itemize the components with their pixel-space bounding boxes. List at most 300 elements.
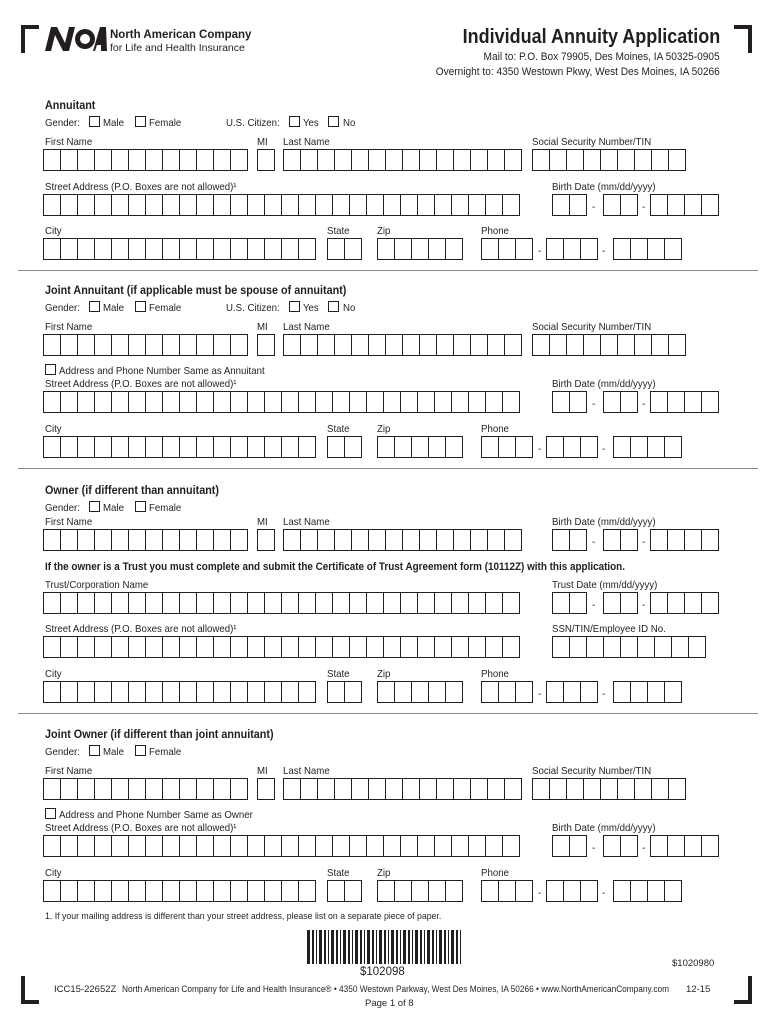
char-box[interactable] xyxy=(112,149,129,171)
char-box[interactable] xyxy=(486,636,503,658)
char-box[interactable] xyxy=(95,238,112,260)
char-box[interactable] xyxy=(618,778,635,800)
char-box[interactable] xyxy=(702,835,719,857)
char-box[interactable] xyxy=(146,880,163,902)
char-box[interactable] xyxy=(603,835,621,857)
mi-boxes[interactable] xyxy=(257,149,275,171)
char-box[interactable] xyxy=(282,238,299,260)
phone-line-boxes[interactable] xyxy=(613,436,682,458)
char-box[interactable] xyxy=(197,778,214,800)
char-box[interactable] xyxy=(650,391,668,413)
char-box[interactable] xyxy=(570,194,587,216)
char-box[interactable] xyxy=(386,778,403,800)
char-box[interactable] xyxy=(231,391,248,413)
char-box[interactable] xyxy=(452,835,469,857)
char-box[interactable] xyxy=(603,592,621,614)
char-box[interactable] xyxy=(377,436,395,458)
char-box[interactable] xyxy=(546,238,564,260)
char-box[interactable] xyxy=(197,529,214,551)
char-box[interactable] xyxy=(418,391,435,413)
char-box[interactable] xyxy=(78,391,95,413)
char-box[interactable] xyxy=(570,592,587,614)
char-box[interactable] xyxy=(318,778,335,800)
char-box[interactable] xyxy=(621,835,638,857)
phone-prefix-boxes[interactable] xyxy=(546,238,598,260)
char-box[interactable] xyxy=(367,835,384,857)
char-box[interactable] xyxy=(248,194,265,216)
char-box[interactable] xyxy=(403,149,420,171)
char-box[interactable] xyxy=(386,149,403,171)
male-checkbox[interactable] xyxy=(89,501,100,512)
char-box[interactable] xyxy=(43,778,61,800)
mi-boxes[interactable] xyxy=(257,529,275,551)
char-box[interactable] xyxy=(532,778,550,800)
citizen-yes-checkbox[interactable] xyxy=(289,301,300,312)
char-box[interactable] xyxy=(257,529,275,551)
char-box[interactable] xyxy=(546,880,564,902)
char-box[interactable] xyxy=(412,238,429,260)
char-box[interactable] xyxy=(367,391,384,413)
char-box[interactable] xyxy=(601,778,618,800)
char-box[interactable] xyxy=(429,436,446,458)
char-box[interactable] xyxy=(471,529,488,551)
char-box[interactable] xyxy=(95,149,112,171)
citizen-no-checkbox[interactable] xyxy=(328,301,339,312)
char-box[interactable] xyxy=(112,194,129,216)
char-box[interactable] xyxy=(669,778,686,800)
char-box[interactable] xyxy=(435,835,452,857)
char-box[interactable] xyxy=(43,592,61,614)
char-box[interactable] xyxy=(621,592,638,614)
char-box[interactable] xyxy=(384,194,401,216)
char-box[interactable] xyxy=(652,334,669,356)
char-box[interactable] xyxy=(197,391,214,413)
phone-prefix-boxes[interactable] xyxy=(546,681,598,703)
char-box[interactable] xyxy=(685,592,702,614)
char-box[interactable] xyxy=(282,880,299,902)
first-name-boxes[interactable] xyxy=(43,778,248,800)
same-as-owner-checkbox[interactable] xyxy=(45,808,56,819)
char-box[interactable] xyxy=(437,149,454,171)
phone-area-boxes[interactable] xyxy=(481,238,533,260)
char-box[interactable] xyxy=(316,194,333,216)
char-box[interactable] xyxy=(655,636,672,658)
char-box[interactable] xyxy=(129,238,146,260)
city-boxes[interactable] xyxy=(43,681,316,703)
char-box[interactable] xyxy=(61,681,78,703)
char-box[interactable] xyxy=(516,436,533,458)
char-box[interactable] xyxy=(112,880,129,902)
char-box[interactable] xyxy=(631,436,648,458)
char-box[interactable] xyxy=(95,778,112,800)
char-box[interactable] xyxy=(265,681,282,703)
char-box[interactable] xyxy=(587,636,604,658)
char-box[interactable] xyxy=(214,149,231,171)
char-box[interactable] xyxy=(146,194,163,216)
birth-day-boxes[interactable] xyxy=(603,529,638,551)
char-box[interactable] xyxy=(352,334,369,356)
char-box[interactable] xyxy=(665,880,682,902)
char-box[interactable] xyxy=(146,681,163,703)
char-box[interactable] xyxy=(564,880,581,902)
char-box[interactable] xyxy=(418,835,435,857)
char-box[interactable] xyxy=(129,391,146,413)
char-box[interactable] xyxy=(401,835,418,857)
char-box[interactable] xyxy=(350,592,367,614)
last-name-boxes[interactable] xyxy=(283,529,522,551)
char-box[interactable] xyxy=(163,592,180,614)
char-box[interactable] xyxy=(499,681,516,703)
char-box[interactable] xyxy=(603,529,621,551)
char-box[interactable] xyxy=(43,391,61,413)
char-box[interactable] xyxy=(564,238,581,260)
char-box[interactable] xyxy=(567,334,584,356)
char-box[interactable] xyxy=(197,880,214,902)
char-box[interactable] xyxy=(702,529,719,551)
char-box[interactable] xyxy=(248,436,265,458)
zip-boxes[interactable] xyxy=(377,880,463,902)
phone-line-boxes[interactable] xyxy=(613,880,682,902)
char-box[interactable] xyxy=(112,681,129,703)
char-box[interactable] xyxy=(214,194,231,216)
char-box[interactable] xyxy=(384,835,401,857)
trust-day-boxes[interactable] xyxy=(603,592,638,614)
char-box[interactable] xyxy=(316,636,333,658)
char-box[interactable] xyxy=(95,391,112,413)
char-box[interactable] xyxy=(503,636,520,658)
char-box[interactable] xyxy=(499,436,516,458)
city-boxes[interactable] xyxy=(43,238,316,260)
char-box[interactable] xyxy=(214,636,231,658)
char-box[interactable] xyxy=(668,835,685,857)
char-box[interactable] xyxy=(403,529,420,551)
mi-boxes[interactable] xyxy=(257,334,275,356)
char-box[interactable] xyxy=(146,529,163,551)
char-box[interactable] xyxy=(282,681,299,703)
char-box[interactable] xyxy=(437,529,454,551)
char-box[interactable] xyxy=(552,835,570,857)
char-box[interactable] xyxy=(43,436,61,458)
char-box[interactable] xyxy=(584,778,601,800)
char-box[interactable] xyxy=(335,149,352,171)
char-box[interactable] xyxy=(180,194,197,216)
char-box[interactable] xyxy=(129,436,146,458)
ssn-boxes[interactable] xyxy=(532,149,686,171)
char-box[interactable] xyxy=(163,334,180,356)
last-name-boxes[interactable] xyxy=(283,778,522,800)
char-box[interactable] xyxy=(78,529,95,551)
char-box[interactable] xyxy=(650,194,668,216)
char-box[interactable] xyxy=(282,835,299,857)
mi-boxes[interactable] xyxy=(257,778,275,800)
city-boxes[interactable] xyxy=(43,880,316,902)
char-box[interactable] xyxy=(231,436,248,458)
phone-prefix-boxes[interactable] xyxy=(546,880,598,902)
char-box[interactable] xyxy=(180,636,197,658)
char-box[interactable] xyxy=(95,835,112,857)
char-box[interactable] xyxy=(180,391,197,413)
char-box[interactable] xyxy=(685,194,702,216)
char-box[interactable] xyxy=(635,334,652,356)
char-box[interactable] xyxy=(316,391,333,413)
char-box[interactable] xyxy=(603,391,621,413)
char-box[interactable] xyxy=(552,636,570,658)
char-box[interactable] xyxy=(146,391,163,413)
char-box[interactable] xyxy=(146,149,163,171)
char-box[interactable] xyxy=(214,592,231,614)
state-boxes[interactable] xyxy=(327,436,362,458)
char-box[interactable] xyxy=(180,149,197,171)
char-box[interactable] xyxy=(163,778,180,800)
char-box[interactable] xyxy=(112,436,129,458)
char-box[interactable] xyxy=(384,592,401,614)
char-box[interactable] xyxy=(299,436,316,458)
char-box[interactable] xyxy=(345,436,362,458)
char-box[interactable] xyxy=(418,636,435,658)
char-box[interactable] xyxy=(481,238,499,260)
char-box[interactable] xyxy=(648,681,665,703)
char-box[interactable] xyxy=(581,681,598,703)
char-box[interactable] xyxy=(197,681,214,703)
char-box[interactable] xyxy=(146,636,163,658)
char-box[interactable] xyxy=(231,529,248,551)
char-box[interactable] xyxy=(257,778,275,800)
last-name-boxes[interactable] xyxy=(283,149,522,171)
char-box[interactable] xyxy=(503,835,520,857)
char-box[interactable] xyxy=(327,681,345,703)
char-box[interactable] xyxy=(412,681,429,703)
char-box[interactable] xyxy=(61,238,78,260)
char-box[interactable] xyxy=(248,592,265,614)
char-box[interactable] xyxy=(335,529,352,551)
char-box[interactable] xyxy=(638,636,655,658)
char-box[interactable] xyxy=(129,681,146,703)
char-box[interactable] xyxy=(471,778,488,800)
char-box[interactable] xyxy=(180,835,197,857)
char-box[interactable] xyxy=(446,436,463,458)
char-box[interactable] xyxy=(180,880,197,902)
state-boxes[interactable] xyxy=(327,880,362,902)
char-box[interactable] xyxy=(282,391,299,413)
char-box[interactable] xyxy=(61,778,78,800)
char-box[interactable] xyxy=(112,529,129,551)
char-box[interactable] xyxy=(613,880,631,902)
char-box[interactable] xyxy=(231,778,248,800)
char-box[interactable] xyxy=(112,636,129,658)
char-box[interactable] xyxy=(550,149,567,171)
char-box[interactable] xyxy=(43,681,61,703)
char-box[interactable] xyxy=(516,238,533,260)
char-box[interactable] xyxy=(552,194,570,216)
char-box[interactable] xyxy=(401,391,418,413)
char-box[interactable] xyxy=(685,391,702,413)
char-box[interactable] xyxy=(668,391,685,413)
char-box[interactable] xyxy=(163,681,180,703)
street-address-boxes[interactable] xyxy=(43,835,520,857)
char-box[interactable] xyxy=(581,436,598,458)
char-box[interactable] xyxy=(652,149,669,171)
char-box[interactable] xyxy=(369,334,386,356)
char-box[interactable] xyxy=(146,238,163,260)
female-checkbox[interactable] xyxy=(135,745,146,756)
char-box[interactable] xyxy=(197,334,214,356)
char-box[interactable] xyxy=(214,391,231,413)
char-box[interactable] xyxy=(403,778,420,800)
char-box[interactable] xyxy=(282,592,299,614)
char-box[interactable] xyxy=(505,149,522,171)
char-box[interactable] xyxy=(231,835,248,857)
char-box[interactable] xyxy=(78,238,95,260)
char-box[interactable] xyxy=(395,436,412,458)
char-box[interactable] xyxy=(499,238,516,260)
char-box[interactable] xyxy=(231,149,248,171)
char-box[interactable] xyxy=(197,436,214,458)
ssn-boxes[interactable] xyxy=(532,334,686,356)
char-box[interactable] xyxy=(327,436,345,458)
char-box[interactable] xyxy=(584,149,601,171)
char-box[interactable] xyxy=(618,149,635,171)
char-box[interactable] xyxy=(180,529,197,551)
char-box[interactable] xyxy=(299,681,316,703)
char-box[interactable] xyxy=(61,636,78,658)
char-box[interactable] xyxy=(350,391,367,413)
birth-month-boxes[interactable] xyxy=(552,194,587,216)
char-box[interactable] xyxy=(231,636,248,658)
char-box[interactable] xyxy=(395,681,412,703)
char-box[interactable] xyxy=(668,529,685,551)
ssn-boxes[interactable] xyxy=(532,778,686,800)
char-box[interactable] xyxy=(231,681,248,703)
char-box[interactable] xyxy=(665,681,682,703)
char-box[interactable] xyxy=(282,636,299,658)
first-name-boxes[interactable] xyxy=(43,529,248,551)
char-box[interactable] xyxy=(452,592,469,614)
char-box[interactable] xyxy=(95,880,112,902)
char-box[interactable] xyxy=(265,592,282,614)
char-box[interactable] xyxy=(454,334,471,356)
trust-month-boxes[interactable] xyxy=(552,592,587,614)
char-box[interactable] xyxy=(395,238,412,260)
char-box[interactable] xyxy=(78,880,95,902)
char-box[interactable] xyxy=(668,592,685,614)
char-box[interactable] xyxy=(570,835,587,857)
char-box[interactable] xyxy=(282,194,299,216)
char-box[interactable] xyxy=(78,149,95,171)
char-box[interactable] xyxy=(435,592,452,614)
birth-day-boxes[interactable] xyxy=(603,835,638,857)
char-box[interactable] xyxy=(367,194,384,216)
char-box[interactable] xyxy=(469,835,486,857)
char-box[interactable] xyxy=(146,592,163,614)
char-box[interactable] xyxy=(689,636,706,658)
char-box[interactable] xyxy=(564,436,581,458)
trust-year-boxes[interactable] xyxy=(650,592,719,614)
char-box[interactable] xyxy=(335,334,352,356)
char-box[interactable] xyxy=(61,880,78,902)
char-box[interactable] xyxy=(197,238,214,260)
char-box[interactable] xyxy=(257,334,275,356)
char-box[interactable] xyxy=(505,778,522,800)
char-box[interactable] xyxy=(95,194,112,216)
char-box[interactable] xyxy=(420,334,437,356)
char-box[interactable] xyxy=(129,529,146,551)
char-box[interactable] xyxy=(301,529,318,551)
char-box[interactable] xyxy=(621,529,638,551)
char-box[interactable] xyxy=(446,238,463,260)
char-box[interactable] xyxy=(488,529,505,551)
char-box[interactable] xyxy=(650,592,668,614)
char-box[interactable] xyxy=(248,391,265,413)
char-box[interactable] xyxy=(318,334,335,356)
char-box[interactable] xyxy=(503,194,520,216)
char-box[interactable] xyxy=(386,529,403,551)
city-boxes[interactable] xyxy=(43,436,316,458)
char-box[interactable] xyxy=(299,238,316,260)
char-box[interactable] xyxy=(369,149,386,171)
char-box[interactable] xyxy=(163,835,180,857)
char-box[interactable] xyxy=(552,592,570,614)
char-box[interactable] xyxy=(621,391,638,413)
char-box[interactable] xyxy=(95,529,112,551)
char-box[interactable] xyxy=(283,778,301,800)
char-box[interactable] xyxy=(180,436,197,458)
char-box[interactable] xyxy=(214,529,231,551)
char-box[interactable] xyxy=(231,238,248,260)
char-box[interactable] xyxy=(503,592,520,614)
char-box[interactable] xyxy=(163,436,180,458)
char-box[interactable] xyxy=(214,880,231,902)
char-box[interactable] xyxy=(335,778,352,800)
char-box[interactable] xyxy=(581,880,598,902)
char-box[interactable] xyxy=(43,334,61,356)
zip-boxes[interactable] xyxy=(377,238,463,260)
char-box[interactable] xyxy=(552,529,570,551)
char-box[interactable] xyxy=(197,149,214,171)
char-box[interactable] xyxy=(265,880,282,902)
char-box[interactable] xyxy=(603,194,621,216)
char-box[interactable] xyxy=(214,778,231,800)
street-address-boxes[interactable] xyxy=(43,636,520,658)
char-box[interactable] xyxy=(61,334,78,356)
char-box[interactable] xyxy=(78,681,95,703)
char-box[interactable] xyxy=(665,436,682,458)
char-box[interactable] xyxy=(248,835,265,857)
first-name-boxes[interactable] xyxy=(43,149,248,171)
char-box[interactable] xyxy=(635,778,652,800)
char-box[interactable] xyxy=(180,778,197,800)
char-box[interactable] xyxy=(369,778,386,800)
char-box[interactable] xyxy=(318,529,335,551)
char-box[interactable] xyxy=(648,880,665,902)
char-box[interactable] xyxy=(95,592,112,614)
char-box[interactable] xyxy=(43,194,61,216)
char-box[interactable] xyxy=(401,592,418,614)
char-box[interactable] xyxy=(446,880,463,902)
char-box[interactable] xyxy=(650,529,668,551)
char-box[interactable] xyxy=(570,391,587,413)
char-box[interactable] xyxy=(129,334,146,356)
char-box[interactable] xyxy=(214,436,231,458)
char-box[interactable] xyxy=(550,778,567,800)
char-box[interactable] xyxy=(129,636,146,658)
char-box[interactable] xyxy=(418,194,435,216)
char-box[interactable] xyxy=(429,880,446,902)
char-box[interactable] xyxy=(546,436,564,458)
char-box[interactable] xyxy=(283,529,301,551)
char-box[interactable] xyxy=(129,880,146,902)
char-box[interactable] xyxy=(648,436,665,458)
char-box[interactable] xyxy=(613,681,631,703)
